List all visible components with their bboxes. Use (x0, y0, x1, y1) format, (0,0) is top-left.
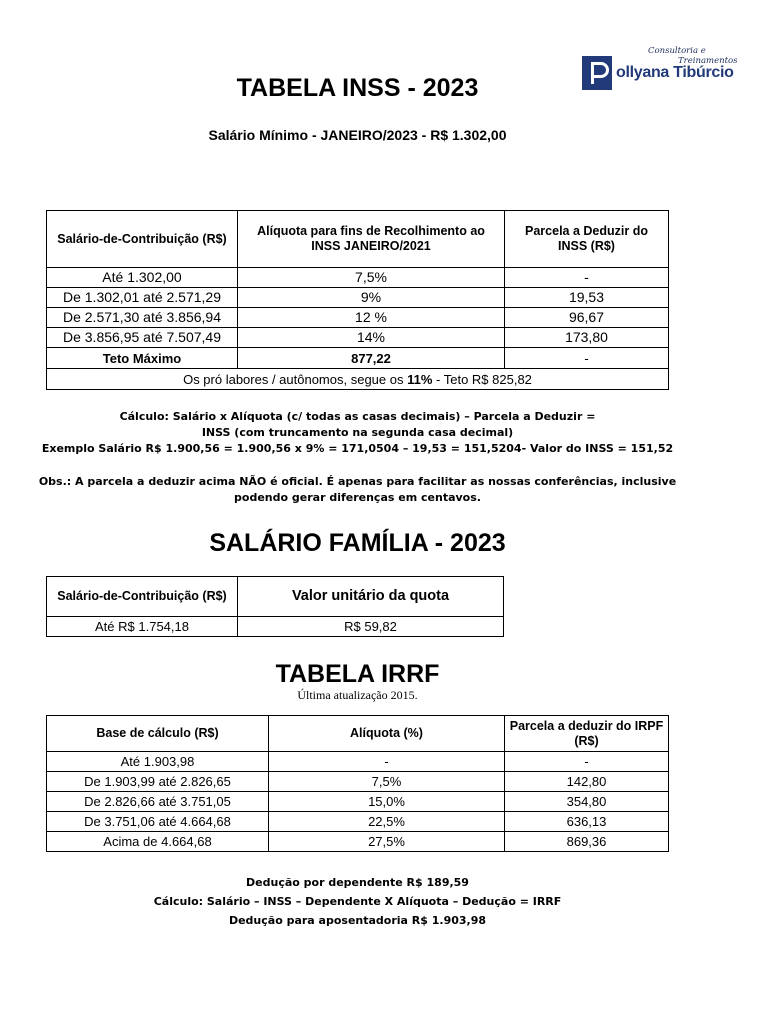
irrf-cell: - (269, 752, 505, 772)
inss-cell: 9% (238, 288, 505, 308)
inss-footer-rate: 11% (407, 371, 433, 387)
irrf-note-line: Dedução para aposentadoria R$ 1.903,98 (228, 914, 487, 927)
inss-footer-text: Os pró labores / autônomos, segue os (183, 371, 408, 387)
inss-cell: De 1.302,01 até 2.571,29 (47, 288, 238, 308)
inss-subtitle: Salário Mínimo - JANEIRO/2023 - R$ 1.302,00 (208, 127, 507, 143)
table-header-row (47, 211, 669, 268)
inss-cell: 14% (238, 328, 505, 348)
inss-calc-line: Cálculo: Salário x Alíquota (c/ todas as casas decimais) – Parcela a Deduzir = (119, 410, 596, 423)
inss-cell: 173,80 (505, 328, 669, 348)
irrf-cell: 354,80 (505, 792, 669, 812)
inss-cell: 7,5% (238, 268, 505, 288)
inss-cell: - (505, 268, 669, 288)
irrf-cell: De 1.903,99 até 2.826,65 (47, 772, 269, 792)
inss-obs-line: Obs.: A parcela a deduzir acima NÃO é oficial. É apenas para facilitar as nossas conferências, inclusive (38, 475, 677, 488)
irrf-cell: 7,5% (269, 772, 505, 792)
inss-footer-teto: - Teto R$ 825,82 (432, 371, 532, 387)
familia-cell: R$ 59,82 (238, 617, 504, 637)
inss-teto-value: 877,22 (238, 348, 505, 369)
inss-title: TABELA INSS - 2023 (236, 74, 479, 102)
inss-header-aliquota: Alíquota para fins de Recolhimento ao INSS JANEIRO/2021 (238, 211, 505, 268)
irrf-header-aliquota: Alíquota (%) (269, 716, 505, 752)
logo-tagline-1: Consultoria e (648, 46, 706, 56)
table-header-row (47, 577, 504, 617)
inss-cell: De 3.856,95 até 7.507,49 (47, 328, 238, 348)
table-row (47, 617, 504, 637)
inss-teto-label: Teto Máximo (47, 348, 238, 369)
irrf-title: TABELA IRRF (275, 660, 440, 688)
table-row (47, 792, 669, 812)
inss-cell: 96,67 (505, 308, 669, 328)
inss-calc-note (0, 409, 715, 457)
logo-tagline-2: Treinamentos (678, 56, 738, 66)
irrf-cell: De 2.826,66 até 3.751,05 (47, 792, 269, 812)
inss-calc-line: INSS (com truncamento na segunda casa decimal) (201, 426, 514, 439)
irrf-table (46, 715, 669, 852)
table-row (47, 812, 669, 832)
irrf-note-line: Dedução por dependente R$ 189,59 (246, 876, 469, 889)
inss-table (46, 210, 669, 390)
inss-obs-line: podendo gerar diferenças em centavos. (234, 491, 481, 504)
familia-header-salario: Salário-de-Contribuição (R$) (47, 577, 238, 617)
irrf-cell: De 3.751,06 até 4.664,68 (47, 812, 269, 832)
inss-cell: 12 % (238, 308, 505, 328)
inss-teto-row (47, 348, 669, 369)
inss-cell: 19,53 (505, 288, 669, 308)
familia-header-valor: Valor unitário da quota (238, 577, 504, 617)
table-header-row (47, 716, 669, 752)
irrf-cell: 27,5% (269, 832, 505, 852)
irrf-notes (0, 873, 715, 930)
inss-obs-note (0, 474, 715, 506)
irrf-update-note: Última atualização 2015. (297, 688, 418, 702)
table-row (47, 268, 669, 288)
table-row (47, 832, 669, 852)
irrf-header-parcela: Parcela a deduzir do IRPF (R$) (505, 716, 669, 752)
irrf-note-line: Cálculo: Salário – INSS – Dependente X Alíquota – Dedução = IRRF (153, 895, 562, 908)
familia-cell: Até R$ 1.754,18 (47, 617, 238, 637)
irrf-cell: Até 1.903,98 (47, 752, 269, 772)
inss-footer-row (47, 369, 669, 390)
inss-cell: Até 1.302,00 (47, 268, 238, 288)
irrf-cell: 22,5% (269, 812, 505, 832)
irrf-cell: 636,13 (505, 812, 669, 832)
table-row (47, 328, 669, 348)
table-row (47, 288, 669, 308)
table-row (47, 308, 669, 328)
table-row (47, 772, 669, 792)
irrf-header-base: Base de cálculo (R$) (47, 716, 269, 752)
logo-name: ollyana Tibúrcio (616, 64, 734, 81)
inss-teto-deduction: - (505, 348, 669, 369)
irrf-cell: 15,0% (269, 792, 505, 812)
inss-footer-cell (47, 369, 669, 390)
inss-header-salario: Salário-de-Contribuição (R$) (47, 211, 238, 268)
irrf-cell: 869,36 (505, 832, 669, 852)
table-row (47, 752, 669, 772)
irrf-cell: Acima de 4.664,68 (47, 832, 269, 852)
familia-title: SALÁRIO FAMÍLIA - 2023 (209, 529, 506, 557)
inss-header-parcela: Parcela a Deduzir do INSS (R$) (505, 211, 669, 268)
inss-calc-example: Exemplo Salário R$ 1.900,56 = 1.900,56 x 9% = 171,0504 – 19,53 = 151,5204- Valor do INSS = 151,52 (41, 442, 674, 455)
irrf-cell: 142,80 (505, 772, 669, 792)
irrf-cell: - (505, 752, 669, 772)
inss-cell: De 2.571,30 até 3.856,94 (47, 308, 238, 328)
familia-table (46, 576, 504, 637)
